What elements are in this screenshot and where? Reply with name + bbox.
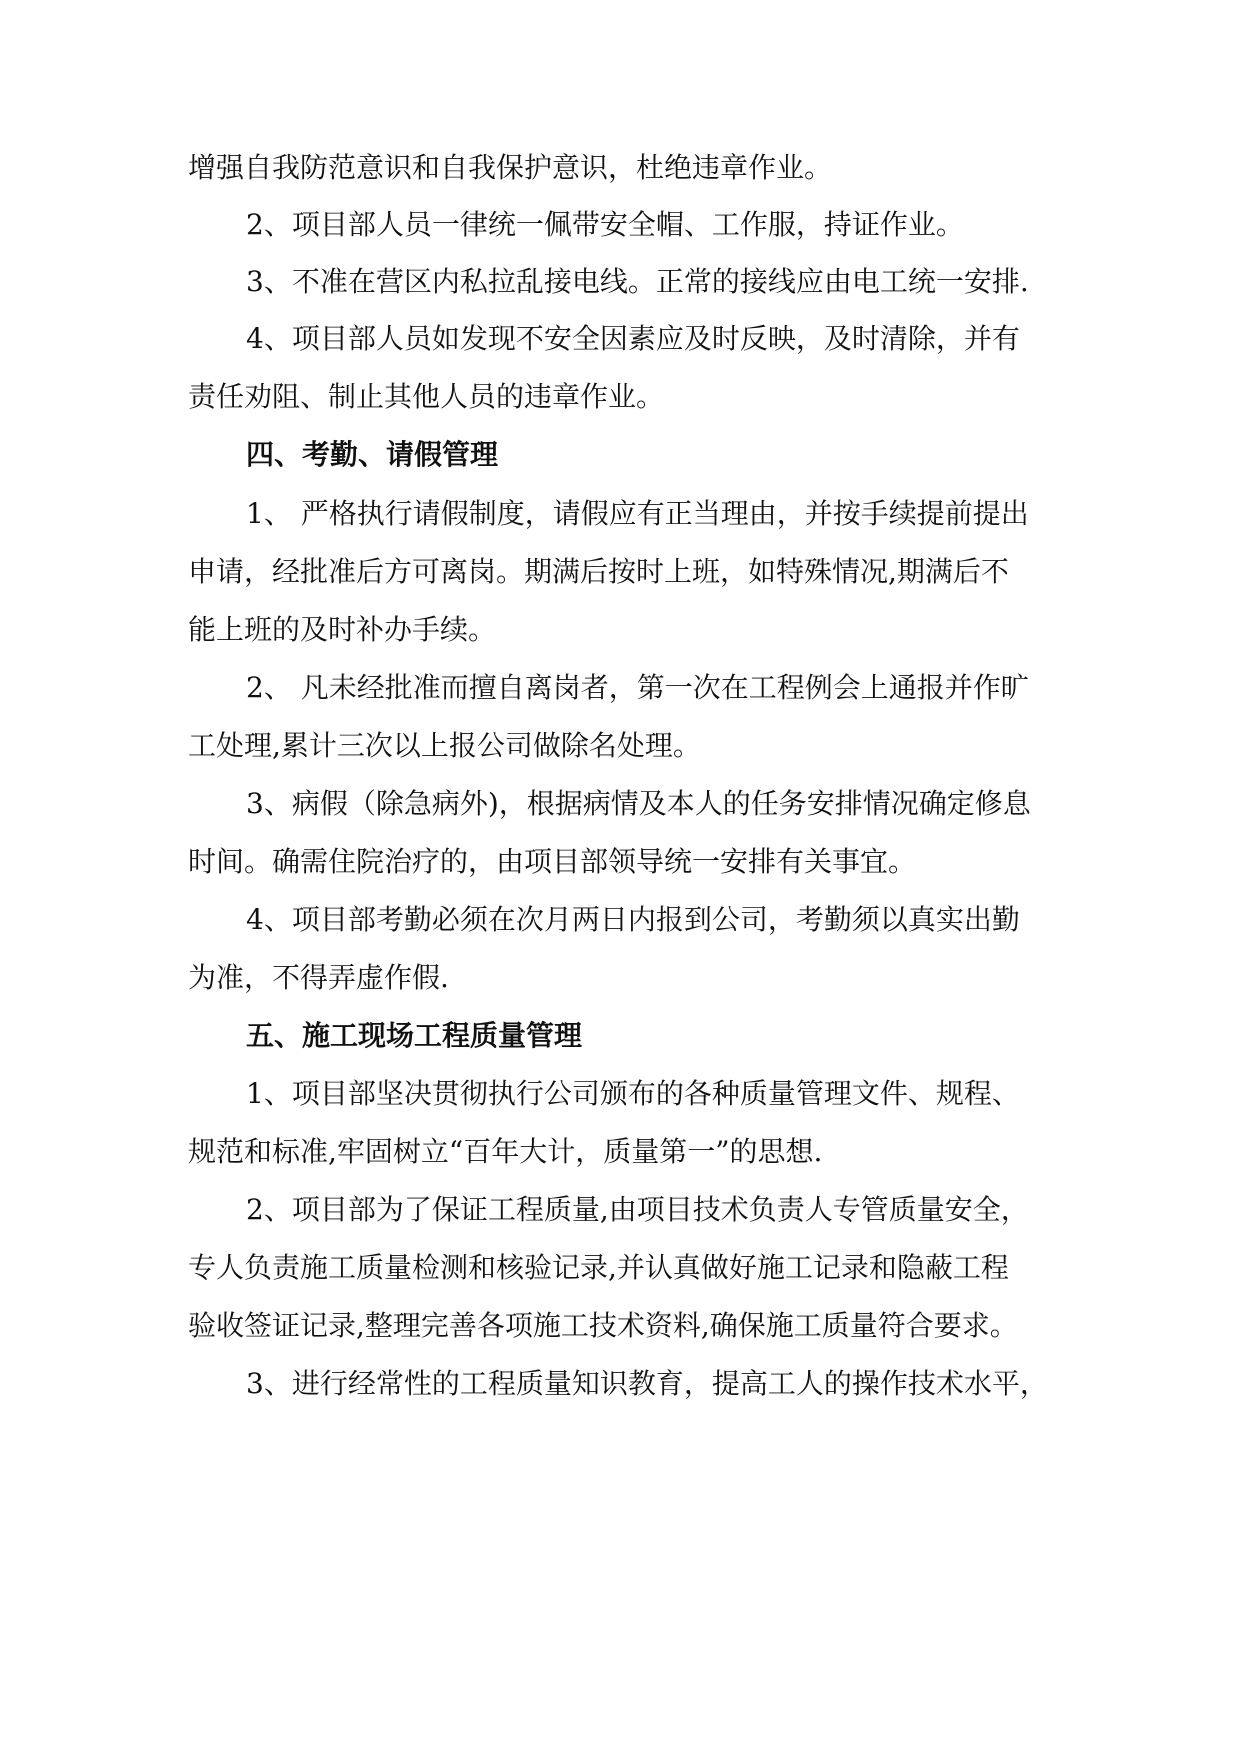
section-heading: 四、考勤、请假管理 xyxy=(246,438,499,471)
text-line: 验收签证记录,整理完善各项施工技术资料,确保施工质量符合要求。 xyxy=(188,1309,1018,1342)
text-line: 为准，不得弄虚作假. xyxy=(188,961,449,994)
text-line: 申请，经批准后方可离岗。期满后按时上班，如特殊情况,期满后不 xyxy=(188,555,1009,588)
section-heading: 五、施工现场工程质量管理 xyxy=(246,1019,583,1052)
list-item: 1、 严格执行请假制度，请假应有正当理由，并按手续提前提出 xyxy=(246,497,1029,530)
list-item: 2、项目部为了保证工程质量,由项目技术负责人专管质量安全， xyxy=(246,1193,1029,1226)
list-item: 3、病假（除急病外)，根据病情及本人的任务安排情况确定修息 xyxy=(246,787,1031,820)
text-line: 工处理,累计三次以上报公司做除名处理。 xyxy=(188,729,701,762)
text-line: 时间。确需住院治疗的，由项目部领导统一安排有关事宜。 xyxy=(188,845,917,878)
text-line: 能上班的及时补办手续。 xyxy=(188,613,497,646)
list-item: 3、进行经常性的工程质量知识教育，提高工人的操作技术水平， xyxy=(246,1367,1048,1400)
list-item: 2、 凡未经批准而擅自离岗者，第一次在工程例会上通报并作旷 xyxy=(246,671,1029,704)
text-line: 增强自我防范意识和自我保护意识，杜绝违章作业。 xyxy=(188,151,833,184)
list-item: 1、项目部坚决贯彻执行公司颁布的各种质量管理文件、规程、 xyxy=(246,1077,1020,1110)
list-item: 2、项目部人员一律统一佩带安全帽、工作服，持证作业。 xyxy=(246,208,964,241)
text-line: 责任劝阻、制止其他人员的违章作业。 xyxy=(188,380,665,413)
list-item: 4、项目部人员如发现不安全因素应及时反映，及时清除，并有 xyxy=(246,322,1020,355)
list-item: 4、项目部考勤必须在次月两日内报到公司，考勤须以真实出勤 xyxy=(246,903,1020,936)
text-line: 规范和标准,牢固树立“百年大计，质量第一”的思想. xyxy=(188,1135,823,1168)
text-line: 专人负责施工质量检测和核验记录,并认真做好施工记录和隐蔽工程 xyxy=(188,1251,1009,1284)
list-item: 3、不准在营区内私拉乱接电线。正常的接线应由电工统一安排. xyxy=(246,265,1029,298)
